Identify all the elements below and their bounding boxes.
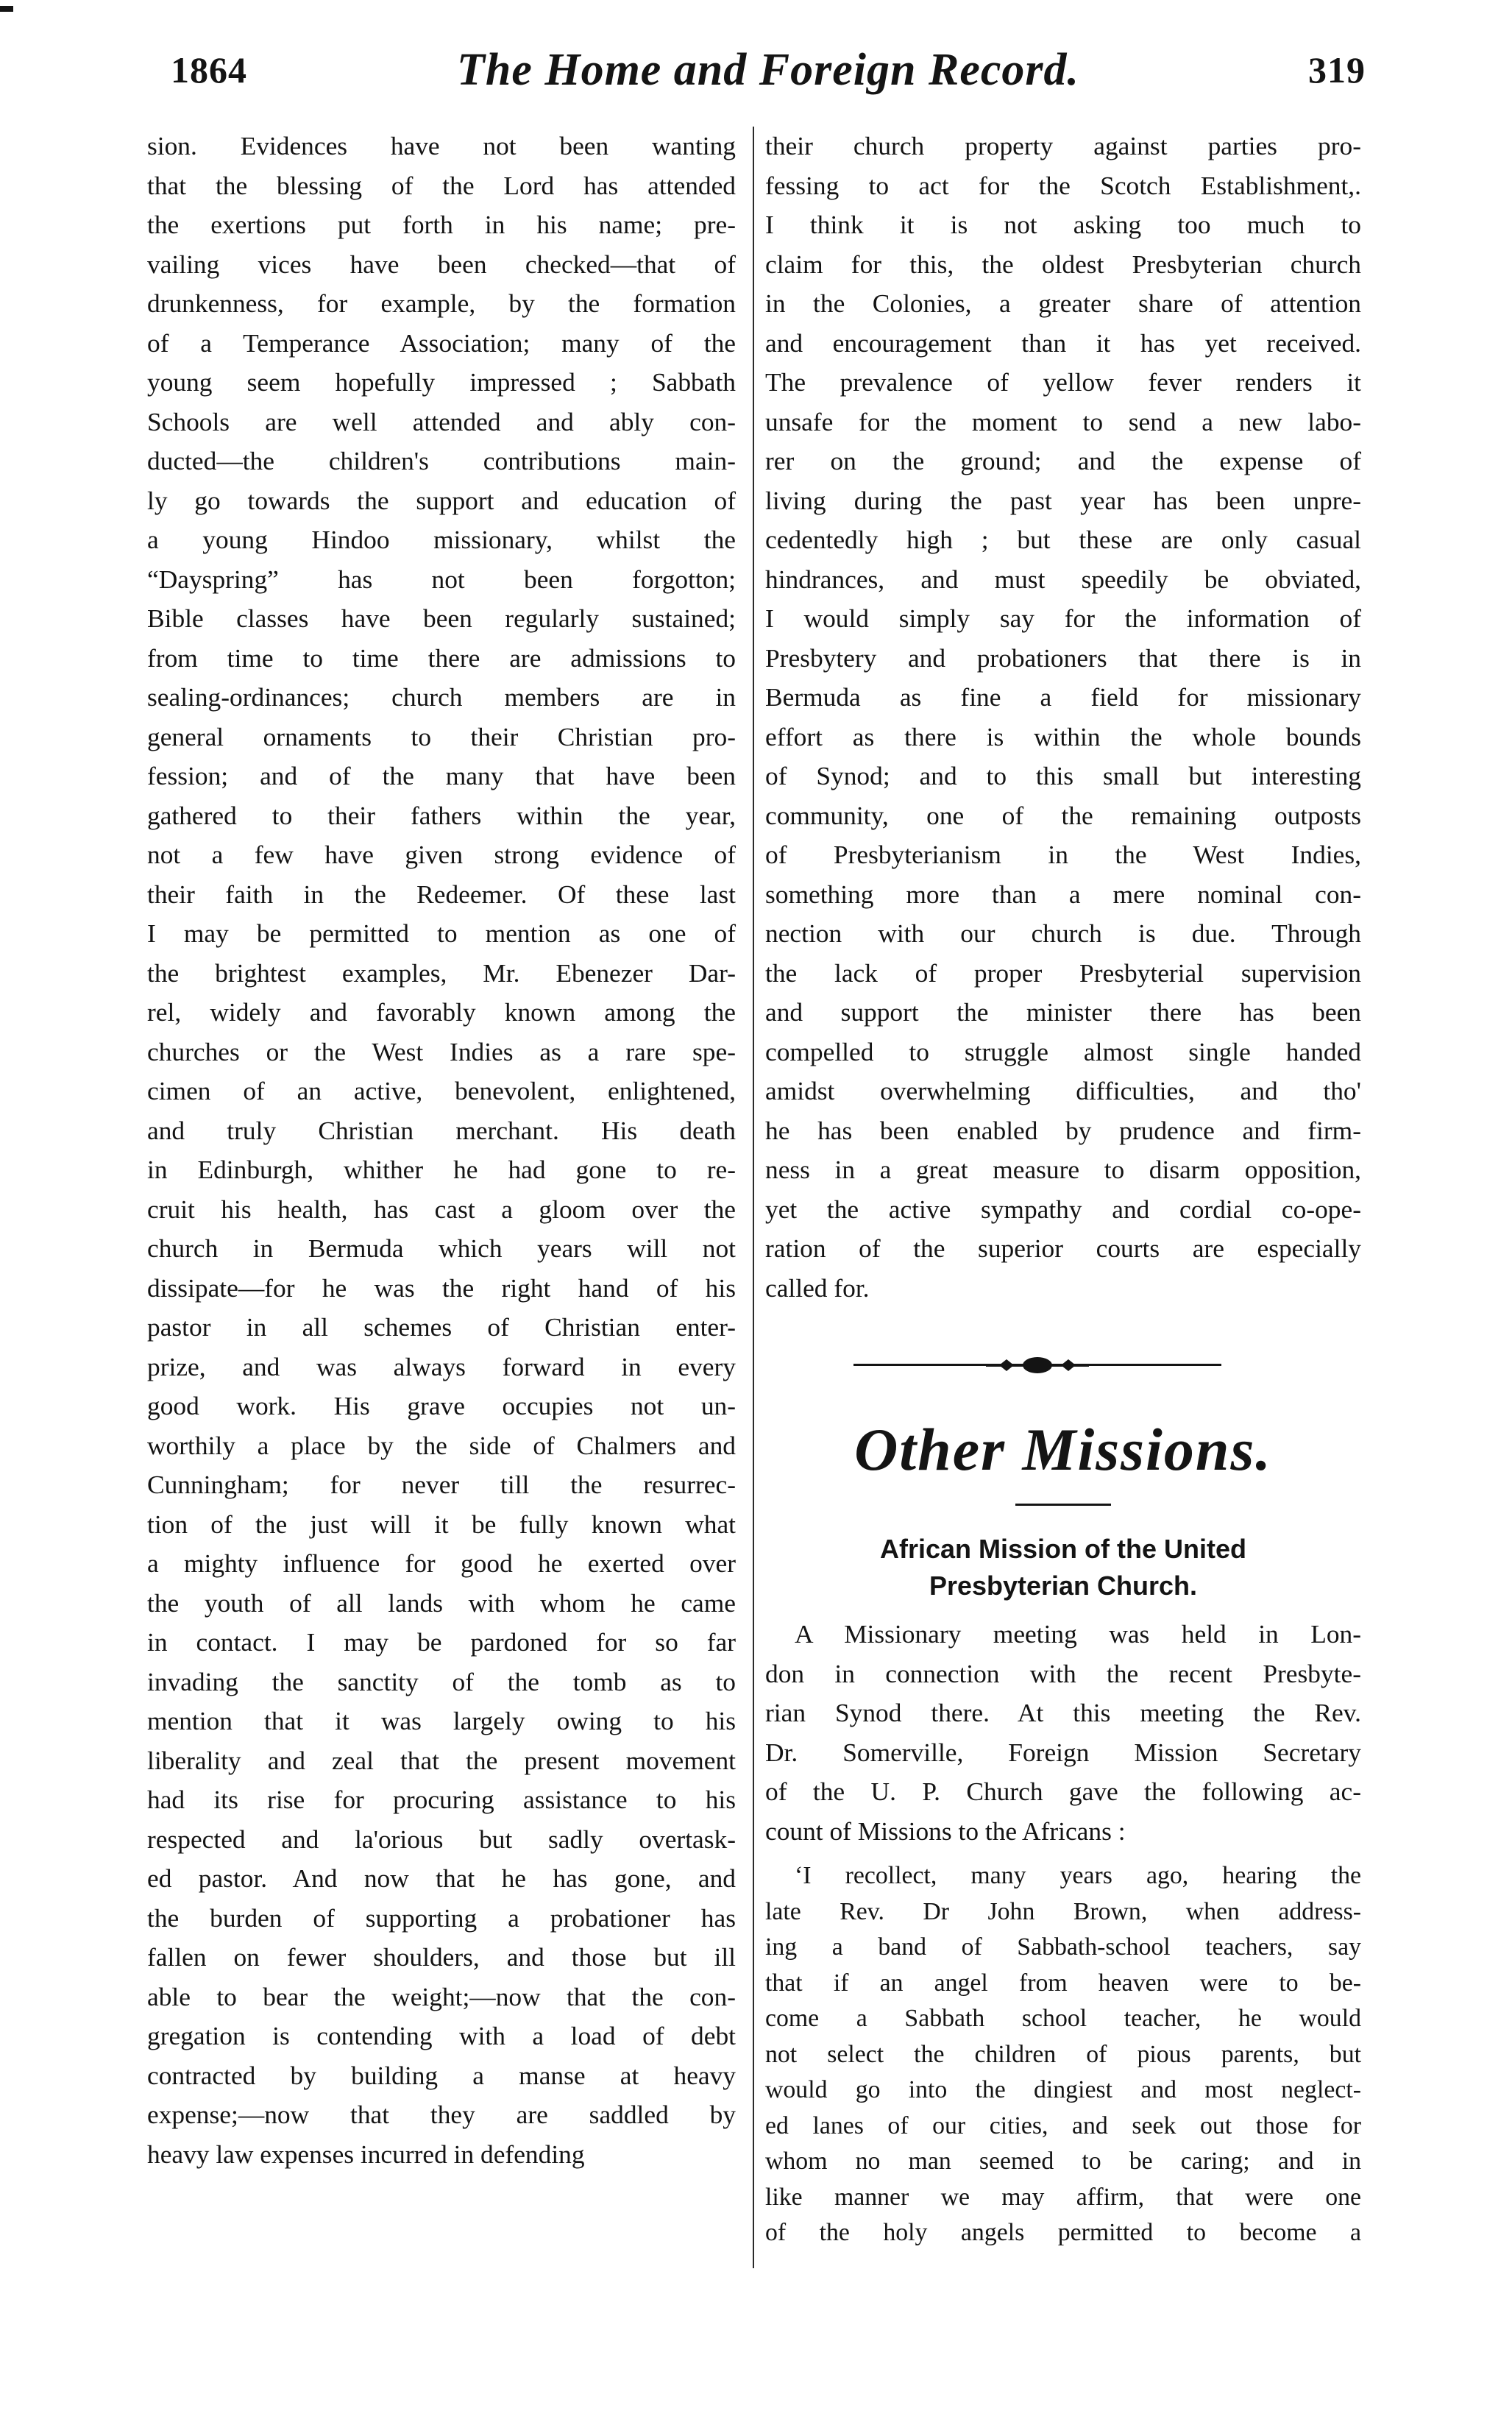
text-line: respected and la'orious but sadly overtask-	[147, 1824, 736, 1854]
text-line: good work. His grave occupies not un-	[147, 1391, 736, 1420]
ornament-flourish-icon	[986, 1352, 1089, 1378]
text-line: Schools are well attended and ably con-	[147, 406, 736, 436]
text-line: amidst overwhelming difficulties, and tho'	[765, 1076, 1361, 1105]
text-line: heavy law expenses incurred in defending	[147, 2139, 585, 2169]
section-title: Other Missions.	[854, 1416, 1272, 1483]
text-line: dissipate—for he was the right hand of his	[147, 1272, 736, 1303]
text-line: nection with our church is due. Through	[765, 918, 1361, 948]
text-line: whom no man seemed to be caring; and in	[765, 2148, 1361, 2175]
text-line: don in connection with the recent Presbyte-	[765, 1658, 1361, 1688]
text-line: cruit his health, has cast a gloom over the	[147, 1194, 736, 1224]
text-line: contracted by building a manse at heavy	[147, 2060, 736, 2090]
text-line: general ornaments to their Christian pro-	[147, 721, 736, 751]
text-line: ed lanes of our cities, and seek out those for	[765, 2111, 1361, 2139]
text-line: and encouragement than it has yet received.	[765, 328, 1361, 358]
text-line: called for.	[765, 1272, 870, 1303]
text-line: ness in a great measure to disarm opposition,	[765, 1155, 1361, 1184]
text-line: and truly Christian merchant. His death	[147, 1115, 736, 1145]
page-number: 319	[1308, 49, 1366, 91]
text-line: invading the sanctity of the tomb as to	[147, 1666, 736, 1696]
text-line: The prevalence of yellow fever renders it	[765, 367, 1361, 397]
text-line: fallen on fewer shoulders, and those but ill	[147, 1942, 736, 1972]
text-line: in Edinburgh, whither he had gone to re-	[147, 1155, 736, 1184]
text-line: ration of the superior courts are especially	[765, 1233, 1361, 1263]
subheading-line-2: Presbyterian Church.	[929, 1571, 1198, 1601]
text-line: from time to time there are admissions to	[147, 642, 736, 673]
text-line: their church property against parties pro-	[765, 131, 1361, 160]
text-line: expense;—now that they are saddled by	[147, 2100, 736, 2129]
text-line: tion of the just will it be fully known what	[147, 1509, 736, 1539]
text-line: not a few have given strong evidence of	[147, 840, 736, 869]
text-line: Bible classes have been regularly sustained;	[147, 603, 736, 633]
text-line: a young Hindoo missionary, whilst the	[147, 525, 736, 554]
text-line: gregation is contending with a load of debt	[147, 2021, 736, 2050]
article-quote	[765, 1858, 1361, 2251]
text-line: of the holy angels permitted to become a	[765, 2219, 1361, 2246]
text-line: mention that it was largely owing to his	[147, 1706, 736, 1735]
text-line: the exertions put forth in his name; pre-	[147, 210, 736, 239]
text-line: ducted—the children's contributions main-	[147, 446, 736, 475]
text-line: compelled to struggle almost single handed	[765, 1036, 1361, 1066]
text-line: “Dayspring” has not been forgotton;	[147, 564, 736, 594]
header-year: 1864	[171, 49, 247, 91]
text-line: in the Colonies, a greater share of attention	[765, 288, 1361, 318]
column-divider	[753, 127, 754, 2268]
text-line: in contact. I may be pardoned for so far	[147, 1627, 736, 1657]
text-line: A Missionary meeting was held in Lon-	[795, 1619, 1361, 1649]
text-line: something more than a mere nominal con-	[765, 879, 1361, 909]
text-line: that the blessing of the Lord has attended	[147, 170, 736, 200]
text-line: ly go towards the support and education of	[147, 485, 736, 515]
text-line: and support the minister there has been	[765, 997, 1361, 1027]
scan-corner-mark	[0, 6, 13, 12]
subheading-line-1: African Mission of the United	[879, 1534, 1247, 1564]
text-line: rian Synod there. At this meeting the Rev.	[765, 1698, 1361, 1727]
text-line: fessing to act for the Scotch Establishment,.	[765, 170, 1361, 200]
text-line: of a Temperance Association; many of the	[147, 328, 736, 358]
text-line: of the U. P. Church gave the following ac-	[765, 1777, 1361, 1806]
text-line: Dr. Somerville, Foreign Mission Secretary	[765, 1737, 1361, 1767]
text-line: young seem hopefully impressed ; Sabbath	[147, 367, 736, 397]
text-line: living during the past year has been unpre-	[765, 485, 1361, 515]
text-line: churches or the West Indies as a rare spe-	[147, 1036, 736, 1066]
text-line: come a Sabbath school teacher, he would	[765, 2005, 1361, 2032]
text-line: Cunningham; for never till the resurrec-	[147, 1470, 736, 1499]
text-line: yet the active sympathy and cordial co-ope-	[765, 1194, 1361, 1224]
text-line: vailing vices have been checked—that of	[147, 249, 736, 279]
text-line: not select the children of pious parents, but	[765, 2040, 1361, 2068]
article-subheading	[765, 1531, 1361, 1604]
text-line: had its rise for procuring assistance to his	[147, 1785, 736, 1814]
running-header	[171, 45, 1366, 107]
title-rule	[1015, 1504, 1111, 1506]
text-line: church in Bermuda which years will not	[147, 1233, 736, 1263]
text-line: late Rev. Dr John Brown, when address-	[765, 1897, 1361, 1925]
text-line: like manner we may affirm, that were one	[765, 2183, 1361, 2211]
text-line: unsafe for the moment to send a new labo-	[765, 406, 1361, 436]
text-line: community, one of the remaining outposts	[765, 800, 1361, 830]
text-line: their faith in the Redeemer. Of these last	[147, 879, 736, 909]
text-line: he has been enabled by prudence and firm-	[765, 1115, 1361, 1145]
text-line: drunkenness, for example, by the formation	[147, 288, 736, 318]
text-line: the brightest examples, Mr. Ebenezer Dar-	[147, 957, 736, 988]
text-line: effort as there is within the whole bounds	[765, 721, 1361, 751]
text-line: the burden of supporting a probationer has	[147, 1902, 736, 1933]
text-line: liberality and zeal that the present movement	[147, 1745, 736, 1775]
text-line: hindrances, and must speedily be obviated,	[765, 564, 1361, 594]
text-line: I think it is not asking too much to	[765, 210, 1361, 239]
text-line: ‘I recollect, many years ago, hearing the	[795, 1862, 1361, 1889]
text-line: gathered to their fathers within the year,	[147, 800, 736, 830]
text-line: I would simply say for the information of	[765, 603, 1361, 633]
text-line: sion. Evidences have not been wanting	[147, 131, 736, 160]
text-line: would go into the dingiest and most neglect-	[765, 2076, 1361, 2103]
text-line: Presbytery and probationers that there is in	[765, 642, 1361, 673]
text-line: ing a band of Sabbath-school teachers, say	[765, 1933, 1361, 1961]
text-line: cedentedly high ; but these are only casual	[765, 525, 1361, 554]
text-line: pastor in all schemes of Christian enter-	[147, 1312, 736, 1342]
text-line: Bermuda as fine a field for missionary	[765, 682, 1361, 712]
text-line: the youth of all lands with whom he came	[147, 1587, 736, 1618]
text-line: rel, widely and favorably known among the	[147, 997, 736, 1027]
journal-title: The Home and Foreign Record.	[456, 45, 1080, 95]
text-line: sealing-ordinances; church members are in	[147, 682, 736, 712]
left-column-text	[147, 127, 736, 2174]
section-ornament	[765, 1343, 1361, 1387]
text-line: that if an angel from heaven were to be-	[765, 1969, 1361, 1997]
text-line: a mighty influence for good he exerted over	[147, 1548, 736, 1578]
text-line: worthily a place by the side of Chalmers and	[147, 1430, 736, 1460]
text-line: I may be permitted to mention as one of	[147, 918, 736, 948]
text-line: claim for this, the oldest Presbyterian church	[765, 249, 1361, 279]
right-column	[765, 127, 1361, 2251]
article-intro	[765, 1615, 1361, 1851]
text-line: fession; and of the many that have been	[147, 761, 736, 790]
right-column-text	[765, 127, 1361, 1308]
text-line: of Synod; and to this small but interesting	[765, 761, 1361, 790]
text-line: count of Missions to the Africans :	[765, 1816, 1126, 1846]
text-line: prize, and was always forward in every	[147, 1351, 736, 1381]
text-line: the lack of proper Presbyterial supervision	[765, 957, 1361, 988]
text-line: able to bear the weight;—now that the con-	[147, 1981, 736, 2011]
text-line: ed pastor. And now that he has gone, and	[147, 1863, 736, 1893]
text-line: of Presbyterianism in the West Indies,	[765, 840, 1361, 869]
text-line: cimen of an active, benevolent, enlightened,	[147, 1076, 736, 1105]
text-line: rer on the ground; and the expense of	[765, 446, 1361, 475]
